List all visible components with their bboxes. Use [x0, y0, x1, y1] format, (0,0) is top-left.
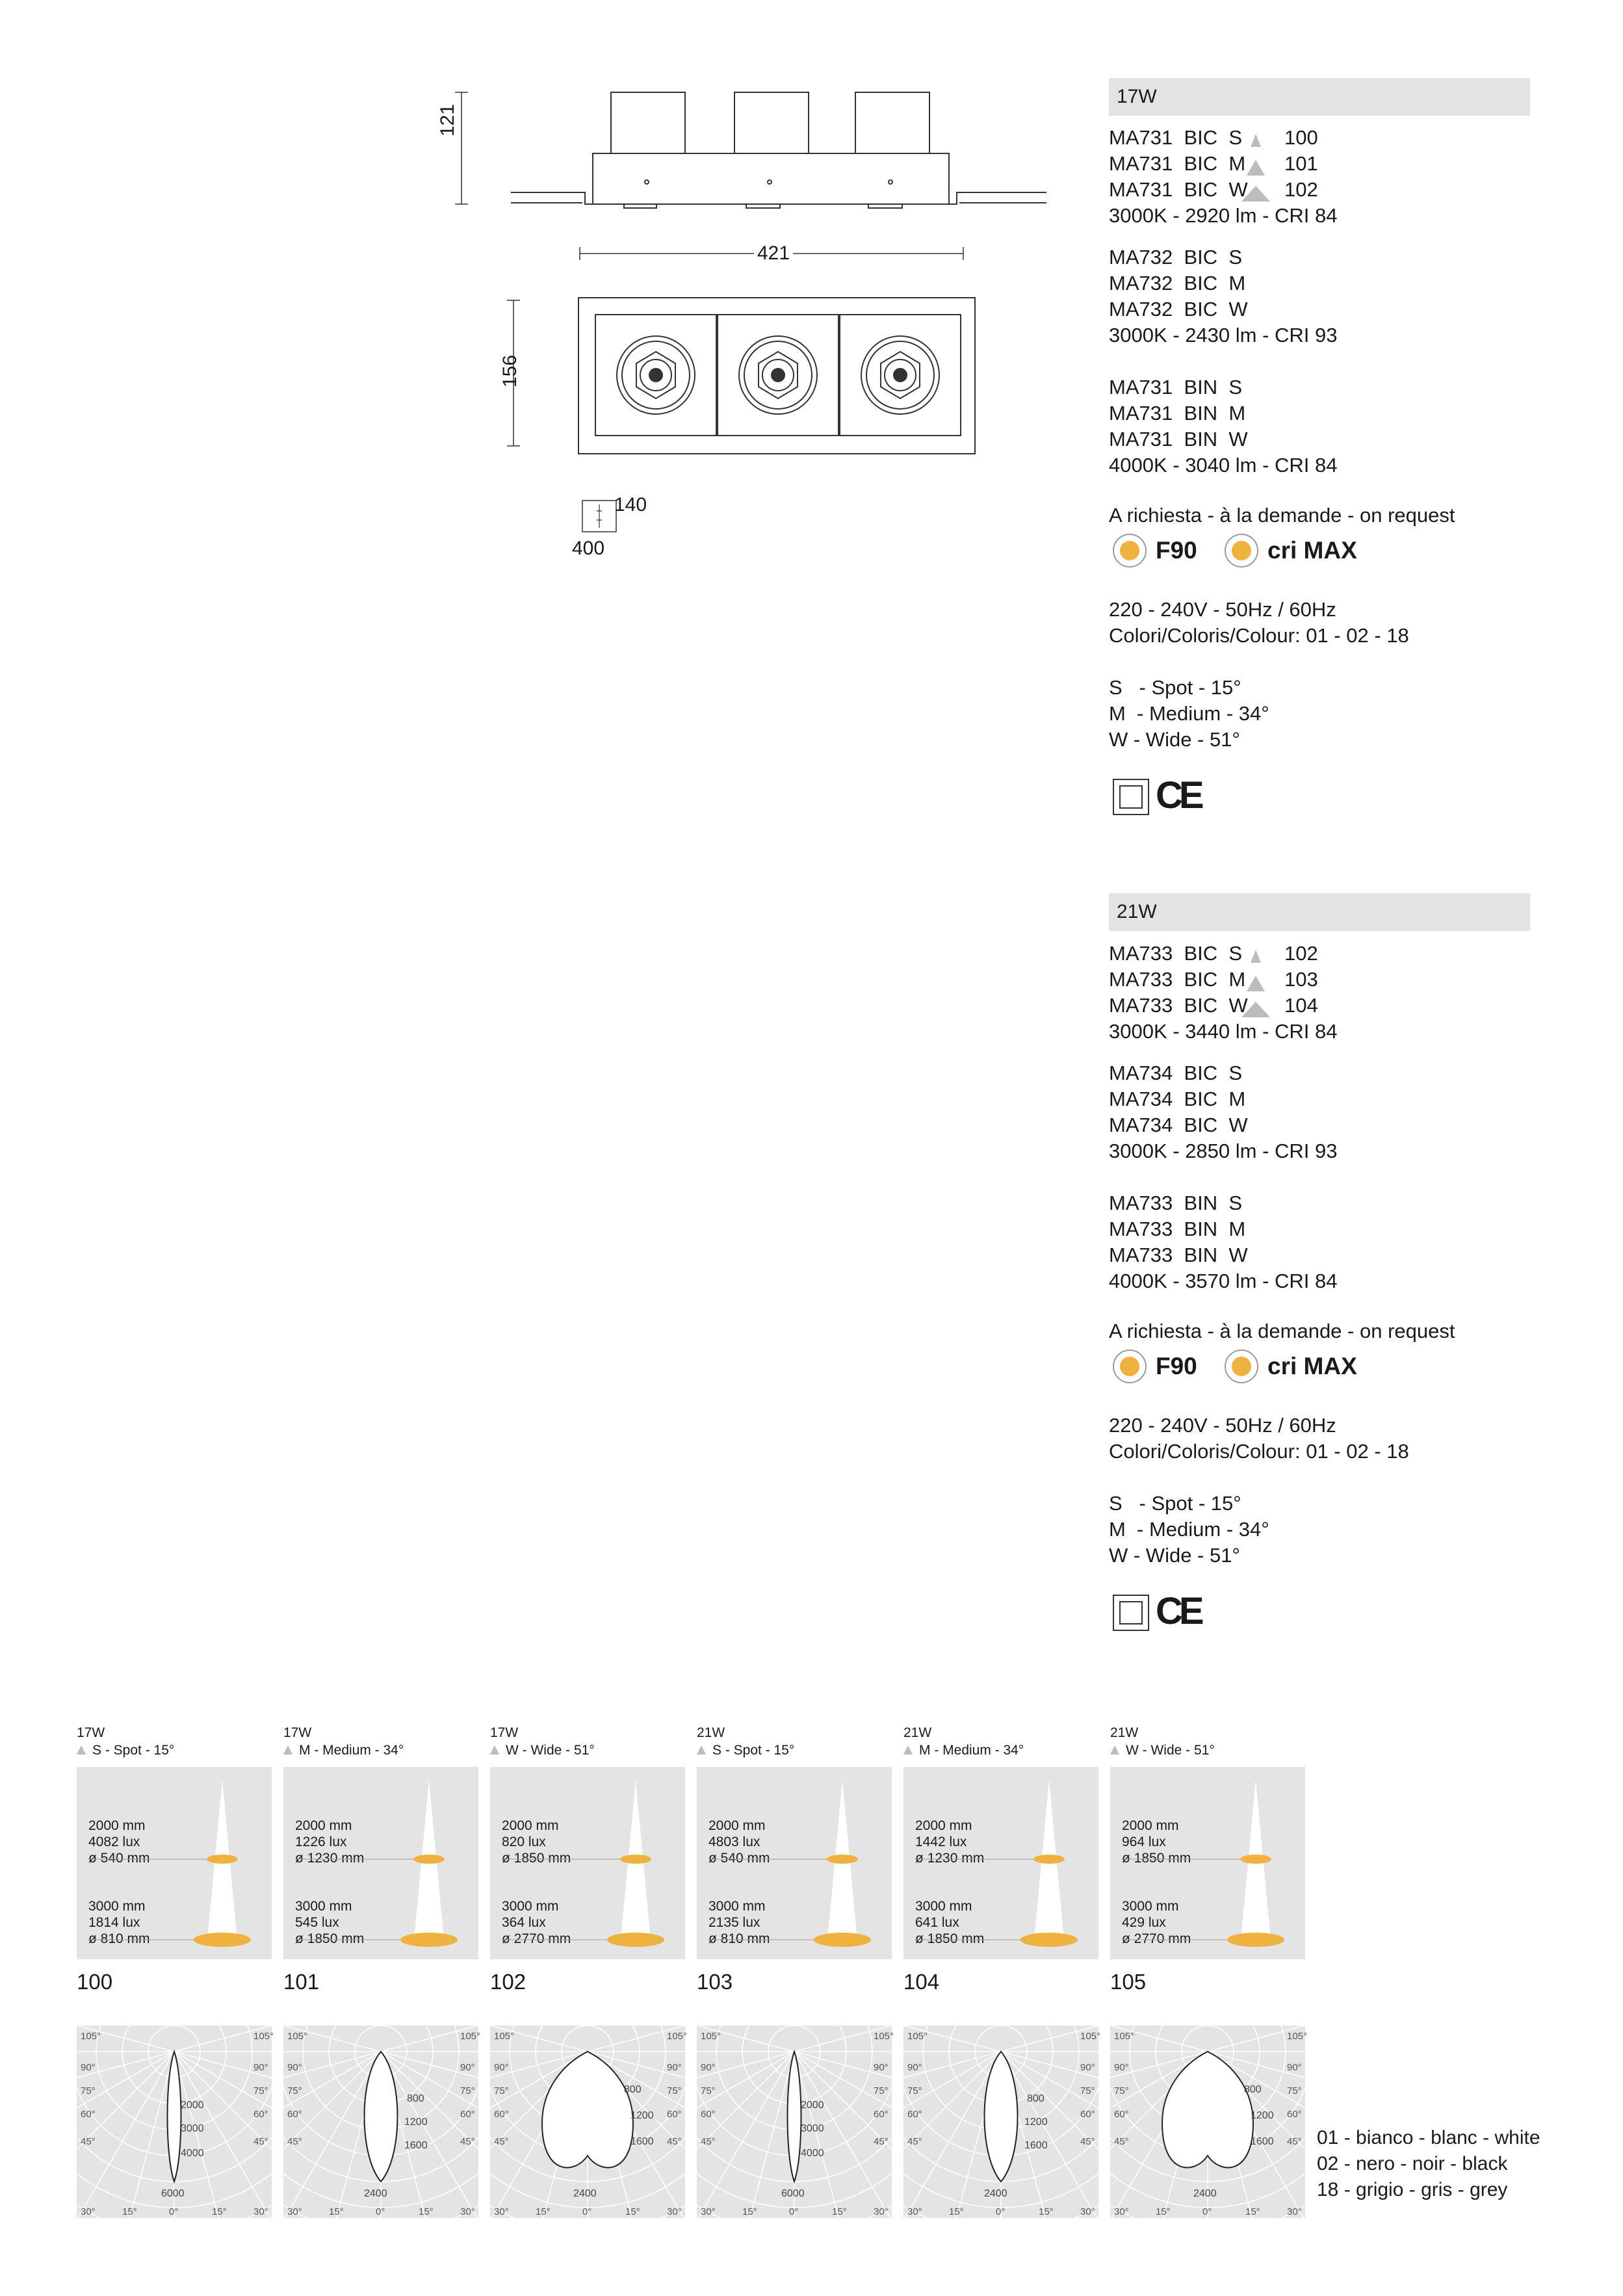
polar-angle-label: 15° [1245, 2206, 1260, 2217]
option-f90: F90 [1156, 537, 1197, 564]
polar-angle-label: 30° [667, 2206, 682, 2217]
light-spot-2000 [620, 1855, 651, 1864]
height-dimension: 121 [437, 103, 458, 137]
polar-angle-label: 30° [701, 2206, 716, 2217]
model-line: MA734 BIC W [1109, 1114, 1248, 1136]
polar-angle-label: 90° [1287, 2062, 1302, 2073]
polar-angle-label: 30° [287, 2206, 302, 2217]
polar-angle-label: 75° [874, 2085, 889, 2096]
polar-angle-label: 15° [949, 2206, 964, 2217]
polar-scale-label: 2400 [984, 2188, 1007, 2199]
beam-d2: 3000 mm [295, 1899, 352, 1914]
model-line: MA734 BIC M [1109, 1088, 1246, 1110]
polar-scale-label: 3000 [181, 2123, 204, 2134]
panel-power: 21W [1110, 1725, 1139, 1740]
polar-angle-label: 75° [81, 2085, 96, 2096]
technical-drawing [429, 78, 1053, 572]
beam-dia1: ø 540 mm [88, 1851, 150, 1866]
colour-legend-item: 01 - bianco - blanc - white [1317, 2127, 1540, 2148]
polar-diagram [1110, 2026, 1308, 2218]
beam-d2: 3000 mm [502, 1899, 559, 1914]
beam-d2: 3000 mm [1122, 1899, 1179, 1914]
model-line: MA731 BIC S [1109, 126, 1243, 149]
polar-angle-label: 60° [667, 2109, 682, 2120]
polar-angle-label: 45° [460, 2136, 475, 2147]
polar-angle-label: 45° [907, 2136, 922, 2147]
polar-angle-label: 15° [419, 2206, 434, 2217]
beam-diagram [697, 1767, 892, 1959]
polar-angle-label: 105° [287, 2031, 308, 2042]
polar-angle-label: 30° [253, 2206, 268, 2217]
panel-beam-label [903, 1742, 1024, 1759]
light-spot-3000 [607, 1933, 664, 1947]
polar-angle-label: 0° [582, 2206, 592, 2217]
polar-diagram [490, 2026, 688, 2218]
polar-angle-label: 60° [907, 2109, 922, 2120]
polar-angle-label: 45° [1287, 2136, 1302, 2147]
polar-angle-label: 75° [460, 2085, 475, 2096]
model-line: MA731 BIN W [1109, 428, 1248, 450]
light-spot-3000 [194, 1933, 251, 1947]
panel-header [490, 1724, 595, 1759]
beam-dia2: ø 1850 mm [915, 1931, 985, 1946]
width-dimension: 421 [757, 242, 790, 264]
panel-beam-text: M - Medium - 34° [919, 1743, 1024, 1758]
polar-angle-label: 105° [253, 2031, 274, 2042]
polar-angle-label: 15° [832, 2206, 847, 2217]
polar-angle-label: 105° [81, 2031, 101, 2042]
polar-angle-label: 105° [1114, 2031, 1135, 2042]
polar-angle-label: 15° [625, 2206, 640, 2217]
beam-dia1: ø 1850 mm [502, 1851, 571, 1866]
beam-legend: M - Medium - 34° [1109, 702, 1269, 725]
spec-line: 3000K - 3440 lm - CRI 84 [1109, 1020, 1338, 1043]
beam-lux2: 1814 lux [88, 1915, 140, 1930]
polar-angle-label: 45° [1114, 2136, 1129, 2147]
polar-scale-label: 1600 [1251, 2136, 1274, 2147]
option-f90: F90 [1156, 1353, 1197, 1379]
request-label: A richiesta - à la demande - on request [1109, 1320, 1455, 1342]
beam-triangle-icon [697, 1745, 706, 1755]
beam-lux1: 4803 lux [708, 1834, 760, 1849]
beam-dia1: ø 540 mm [708, 1851, 770, 1866]
polar-angle-label: 60° [253, 2109, 268, 2120]
polar-angle-label: 60° [460, 2109, 475, 2120]
polar-scale-label: 6000 [161, 2188, 185, 2199]
panel-beam-label [490, 1742, 595, 1759]
model-line: MA732 BIC M [1109, 272, 1246, 294]
model-line: MA731 BIN M [1109, 402, 1246, 424]
polar-angle-label: 105° [1080, 2031, 1101, 2042]
light-spot-3000 [400, 1933, 458, 1947]
polar-scale-label: 1200 [1024, 2117, 1048, 2128]
polar-angle-label: 60° [81, 2109, 96, 2120]
colours-line: Colori/Coloris/Colour: 01 - 02 - 18 [1109, 624, 1409, 647]
beam-dia1: ø 1230 mm [295, 1851, 365, 1866]
beam-lux1: 964 lux [1122, 1834, 1166, 1849]
polar-angle-label: 90° [701, 2062, 716, 2073]
beam-triangle-icon [1251, 134, 1261, 147]
panel-beam-text: M - Medium - 34° [299, 1743, 404, 1758]
polar-angle-label: 0° [1202, 2206, 1212, 2217]
photometry-code: 103 [1284, 968, 1318, 991]
voltage-line: 220 - 240V - 50Hz / 60Hz [1109, 1414, 1336, 1437]
polar-scale-label: 2000 [181, 2100, 204, 2111]
spec-line: 3000K - 2920 lm - CRI 84 [1109, 204, 1338, 227]
model-line: MA731 BIC M [1109, 152, 1246, 175]
polar-scale-label: 800 [407, 2093, 424, 2104]
class2-icon [1113, 779, 1149, 815]
intensity-curve [788, 2052, 801, 2182]
ce-mark-icon: CE [1156, 774, 1201, 816]
beam-lux1: 1226 lux [295, 1834, 347, 1849]
voltage-line: 220 - 240V - 50Hz / 60Hz [1109, 598, 1336, 621]
polar-angle-label: 105° [460, 2031, 481, 2042]
ce-mark-icon: CE [1156, 1590, 1201, 1632]
photometry-code-label: 105 [1110, 1970, 1147, 1994]
option-cri-max: cri MAX [1267, 537, 1357, 564]
polar-angle-label: 105° [907, 2031, 928, 2042]
polar-angle-label: 15° [1039, 2206, 1054, 2217]
polar-angle-label: 45° [667, 2136, 682, 2147]
beam-dia2: ø 2770 mm [1122, 1931, 1191, 1946]
light-spot-3000 [814, 1933, 871, 1947]
beam-d2: 3000 mm [915, 1899, 972, 1914]
model-line: MA731 BIC W [1109, 178, 1248, 201]
model-line: MA733 BIC S [1109, 942, 1243, 965]
polar-scale-label: 1200 [1251, 2110, 1274, 2121]
polar-angle-label: 90° [253, 2062, 268, 2073]
beam-triangle-icon [1251, 950, 1261, 963]
beam-triangle-icon [490, 1745, 499, 1755]
light-spot-2000 [827, 1855, 858, 1864]
polar-angle-label: 105° [1287, 2031, 1308, 2042]
photometry-code-label: 100 [77, 1970, 113, 1994]
polar-angle-label: 60° [1114, 2109, 1129, 2120]
polar-scale-label: 2400 [1193, 2188, 1217, 2199]
beam-diagram [490, 1767, 685, 1959]
polar-scale-label: 2000 [801, 2100, 824, 2111]
photometry-code-label: 103 [697, 1970, 733, 1994]
model-line: MA733 BIN M [1109, 1218, 1246, 1240]
polar-angle-label: 75° [1114, 2085, 1129, 2096]
polar-scale-label: 800 [1244, 2084, 1262, 2095]
spec-line: 4000K - 3040 lm - CRI 84 [1109, 454, 1338, 476]
beam-lux1: 4082 lux [88, 1834, 140, 1849]
beam-dia2: ø 2770 mm [502, 1931, 571, 1946]
beam-diagram [1110, 1767, 1305, 1959]
polar-angle-label: 30° [1287, 2206, 1302, 2217]
beam-legend: M - Medium - 34° [1109, 1518, 1269, 1541]
model-line: MA733 BIC M [1109, 968, 1246, 991]
polar-angle-label: 75° [287, 2085, 302, 2096]
polar-angle-label: 90° [460, 2062, 475, 2073]
panel-header [903, 1724, 1024, 1759]
colours-line: Colori/Coloris/Colour: 01 - 02 - 18 [1109, 1440, 1409, 1463]
photometry-code-label: 102 [490, 1970, 526, 1994]
beam-triangle-icon [1247, 160, 1265, 176]
polar-grid-ray [174, 2052, 245, 2218]
beam-lux2: 429 lux [1122, 1915, 1166, 1930]
beam-triangle-icon [283, 1745, 292, 1755]
spec-line: 3000K - 2430 lm - CRI 93 [1109, 324, 1338, 346]
panel-header [1110, 1724, 1215, 1759]
photometry-code: 104 [1284, 994, 1318, 1017]
beam-triangle-icon [1110, 1745, 1119, 1755]
polar-angle-label: 90° [494, 2062, 509, 2073]
polar-scale-label: 800 [1027, 2093, 1045, 2104]
intensity-curve [542, 2052, 633, 2167]
polar-angle-label: 45° [874, 2136, 889, 2147]
beam-lux2: 364 lux [502, 1915, 546, 1930]
polar-angle-label: 105° [667, 2031, 688, 2042]
polar-angle-label: 30° [1114, 2206, 1129, 2217]
polar-angle-label: 75° [701, 2085, 716, 2096]
photometry-code: 102 [1284, 942, 1318, 965]
polar-angle-label: 45° [287, 2136, 302, 2147]
light-spot-2000 [413, 1855, 445, 1864]
polar-scale-label: 6000 [781, 2188, 805, 2199]
model-line: MA734 BIC S [1109, 1062, 1243, 1084]
polar-angle-label: 15° [742, 2206, 757, 2217]
spec-line: 4000K - 3570 lm - CRI 84 [1109, 1270, 1338, 1292]
model-line: MA733 BIN S [1109, 1192, 1243, 1214]
panel-beam-label [1110, 1742, 1215, 1759]
class2-icon [1113, 1595, 1149, 1631]
panel-beam-text: S - Spot - 15° [92, 1743, 175, 1758]
polar-angle-label: 0° [996, 2206, 1006, 2217]
intensity-curve [168, 2052, 181, 2182]
photometry-code: 101 [1284, 152, 1318, 175]
beam-lux2: 641 lux [915, 1915, 959, 1930]
polar-angle-label: 45° [81, 2136, 96, 2147]
polar-angle-label: 0° [169, 2206, 179, 2217]
cutout-dimension-b: 400 [572, 538, 605, 559]
polar-angle-label: 15° [536, 2206, 551, 2217]
polar-angle-label: 30° [460, 2206, 475, 2217]
polar-angle-label: 60° [874, 2109, 889, 2120]
spec-line: 3000K - 2850 lm - CRI 93 [1109, 1140, 1338, 1162]
beam-d1: 2000 mm [295, 1818, 352, 1833]
beam-legend: W - Wide - 51° [1109, 1544, 1240, 1567]
polar-angle-label: 90° [667, 2062, 682, 2073]
model-line: MA732 BIC S [1109, 246, 1243, 268]
panel-header [77, 1724, 174, 1759]
polar-angle-label: 105° [874, 2031, 894, 2042]
beam-d1: 2000 mm [915, 1818, 972, 1833]
beam-legend: W - Wide - 51° [1109, 728, 1240, 751]
polar-angle-label: 60° [287, 2109, 302, 2120]
panel-power: 17W [490, 1725, 519, 1740]
beam-d1: 2000 mm [88, 1818, 146, 1833]
panel-power: 21W [903, 1725, 932, 1740]
panel-header [697, 1724, 794, 1759]
polar-scale-label: 1200 [630, 2110, 654, 2121]
model-line: MA731 BIN S [1109, 376, 1243, 398]
beam-d1: 2000 mm [502, 1818, 559, 1833]
option-dot-icon [1113, 534, 1147, 567]
option-dot-icon [1113, 1350, 1147, 1383]
panel-beam-text: S - Spot - 15° [712, 1743, 795, 1758]
beam-d1: 2000 mm [1122, 1818, 1179, 1833]
beam-lux1: 820 lux [502, 1834, 546, 1849]
panel-power: 17W [283, 1725, 312, 1740]
polar-angle-label: 90° [1080, 2062, 1095, 2073]
polar-angle-label: 0° [376, 2206, 385, 2217]
polar-angle-label: 75° [667, 2085, 682, 2096]
light-spot-2000 [1033, 1855, 1065, 1864]
polar-angle-label: 105° [494, 2031, 515, 2042]
polar-angle-label: 15° [122, 2206, 137, 2217]
option-cri-max: cri MAX [1267, 1353, 1357, 1379]
polar-angle-label: 90° [81, 2062, 96, 2073]
panel-beam-label [283, 1742, 404, 1759]
depth-dimension: 156 [499, 354, 521, 387]
polar-scale-label: 1600 [404, 2140, 428, 2151]
polar-angle-label: 90° [874, 2062, 889, 2073]
photometry-code-label: 101 [283, 1970, 320, 1994]
beam-triangle-icon [1247, 976, 1265, 991]
polar-angle-label: 90° [907, 2062, 922, 2073]
polar-angle-label: 15° [212, 2206, 227, 2217]
polar-scale-label: 4000 [801, 2148, 824, 2159]
beam-dia2: ø 810 mm [88, 1931, 150, 1946]
polar-angle-label: 60° [1287, 2109, 1302, 2120]
beam-dia2: ø 1850 mm [295, 1931, 365, 1946]
polar-scale-label: 3000 [801, 2123, 824, 2134]
photometry-code-label: 104 [903, 1970, 940, 1994]
beam-diagram [903, 1767, 1098, 1959]
polar-angle-label: 90° [1114, 2062, 1129, 2073]
beam-triangle-icon [1241, 1002, 1270, 1017]
polar-grid-ray [794, 2052, 865, 2218]
polar-angle-label: 75° [1287, 2085, 1302, 2096]
beam-d2: 3000 mm [708, 1899, 766, 1914]
polar-angle-label: 75° [907, 2085, 922, 2096]
section-header-21w: 21W [1109, 893, 1530, 931]
polar-angle-label: 15° [1156, 2206, 1171, 2217]
polar-angle-label: 15° [329, 2206, 344, 2217]
beam-d2: 3000 mm [88, 1899, 146, 1914]
model-line: MA732 BIC W [1109, 298, 1248, 320]
polar-diagram [697, 2026, 892, 2218]
polar-angle-label: 75° [494, 2085, 509, 2096]
section-header-17w: 17W [1109, 78, 1530, 116]
panel-beam-text: W - Wide - 51° [506, 1743, 595, 1758]
polar-angle-label: 45° [701, 2136, 716, 2147]
intensity-curve [1162, 2052, 1253, 2167]
polar-scale-label: 1200 [404, 2117, 428, 2128]
panel-power: 21W [697, 1725, 725, 1740]
polar-angle-label: 90° [287, 2062, 302, 2073]
polar-scale-label: 800 [624, 2084, 642, 2095]
option-dot-icon [1225, 1350, 1258, 1383]
colour-legend-item: 02 - nero - noir - black [1317, 2153, 1508, 2174]
polar-diagram [77, 2026, 272, 2218]
panel-beam-text: W - Wide - 51° [1126, 1743, 1215, 1758]
polar-scale-label: 1600 [1024, 2140, 1048, 2151]
beam-d1: 2000 mm [708, 1818, 766, 1833]
polar-angle-label: 60° [1080, 2109, 1095, 2120]
polar-angle-label: 0° [789, 2206, 799, 2217]
polar-angle-label: 45° [253, 2136, 268, 2147]
panel-beam-label [697, 1742, 794, 1759]
option-dot-icon [1225, 534, 1258, 567]
polar-diagram [283, 2026, 481, 2218]
polar-scale-label: 4000 [181, 2148, 204, 2159]
beam-lux2: 545 lux [295, 1915, 339, 1930]
beam-triangle-icon [77, 1745, 86, 1755]
polar-angle-label: 75° [253, 2085, 268, 2096]
polar-angle-label: 30° [907, 2206, 922, 2217]
polar-angle-label: 30° [1080, 2206, 1095, 2217]
beam-triangle-icon [903, 1745, 913, 1755]
polar-angle-label: 60° [494, 2109, 509, 2120]
beam-diagram [283, 1767, 478, 1959]
photometry-code: 102 [1284, 178, 1318, 201]
model-line: MA733 BIN W [1109, 1244, 1248, 1266]
beam-legend: S - Spot - 15° [1109, 1492, 1241, 1515]
polar-scale-label: 2400 [573, 2188, 597, 2199]
panel-header [283, 1724, 404, 1759]
polar-angle-label: 30° [81, 2206, 96, 2217]
photometry-code: 100 [1284, 126, 1318, 149]
colour-legend-item: 18 - grigio - gris - grey [1317, 2179, 1508, 2200]
light-spot-2000 [207, 1855, 238, 1864]
beam-dia2: ø 810 mm [708, 1931, 770, 1946]
polar-angle-label: 105° [701, 2031, 721, 2042]
panel-power: 17W [77, 1725, 105, 1740]
cutout-dimension-a: 140 [614, 494, 647, 515]
polar-angle-label: 45° [1080, 2136, 1095, 2147]
request-label: A richiesta - à la demande - on request [1109, 504, 1455, 527]
beam-dia1: ø 1230 mm [915, 1851, 985, 1866]
polar-diagram [903, 2026, 1101, 2218]
beam-lux2: 2135 lux [708, 1915, 760, 1930]
beam-lux1: 1442 lux [915, 1834, 967, 1849]
polar-angle-label: 30° [874, 2206, 889, 2217]
panel-beam-label [77, 1742, 174, 1759]
polar-angle-label: 60° [701, 2109, 716, 2120]
beam-diagram [77, 1767, 272, 1959]
beam-legend: S - Spot - 15° [1109, 676, 1241, 699]
polar-angle-label: 30° [494, 2206, 509, 2217]
light-spot-2000 [1240, 1855, 1271, 1864]
polar-angle-label: 45° [494, 2136, 509, 2147]
polar-scale-label: 2400 [364, 2188, 387, 2199]
polar-angle-label: 75° [1080, 2085, 1095, 2096]
beam-triangle-icon [1241, 186, 1270, 202]
light-spot-3000 [1020, 1933, 1078, 1947]
model-line: MA733 BIC W [1109, 994, 1248, 1017]
polar-scale-label: 1600 [630, 2136, 654, 2147]
beam-dia1: ø 1850 mm [1122, 1851, 1191, 1866]
light-spot-3000 [1227, 1933, 1284, 1947]
